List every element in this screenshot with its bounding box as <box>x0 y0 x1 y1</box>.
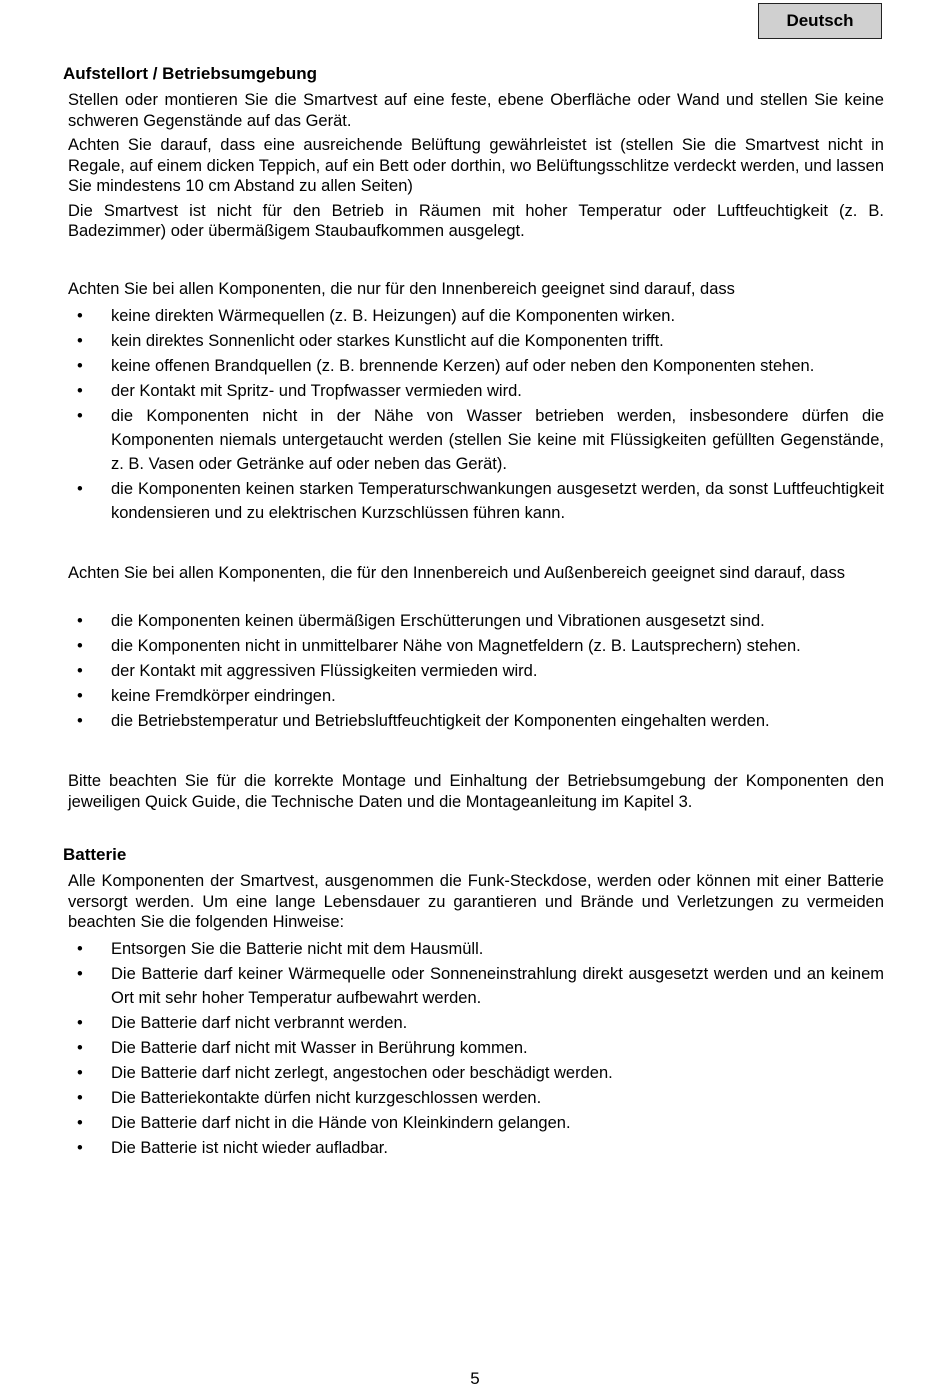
section1-paragraphs <box>68 90 884 246</box>
list-item: • keine offenen Brandquellen (z. B. brennende Kerzen) auf oder neben den Komponenten stehen. <box>68 354 884 378</box>
page-number: 5 <box>470 1369 480 1388</box>
list-item: • der Kontakt mit aggressiven Flüssigkeiten vermieden wird. <box>68 659 884 683</box>
bullet-icon: • <box>77 307 83 325</box>
bullet-icon: • <box>77 1114 83 1132</box>
list-item: • der Kontakt mit Spritz- und Tropfwasser vermieden wird. <box>68 379 884 403</box>
paragraph: Achten Sie darauf, dass eine ausreichende Belüftung gewährleistet ist (stellen Sie die Smartvest nicht in Regale, auf einem dicken Teppich, auf ein Bett oder dorthin, wo Belüftungsschlitze verdeckt werden, und lassen Sie mindestens 10 cm Abstand zu allen Seiten) <box>68 136 884 195</box>
bullet-icon: • <box>77 1064 83 1082</box>
list-item: • Die Batterie darf nicht zerlegt, angestochen oder beschädigt werden. <box>68 1061 884 1085</box>
list-item: • Die Batterie darf nicht in die Hände von Kleinkindern gelangen. <box>68 1111 884 1135</box>
bullet-icon: • <box>77 480 83 498</box>
bullet-icon: • <box>77 382 83 400</box>
bullet-icon: • <box>77 612 83 630</box>
list-item: • die Komponenten keinen übermäßigen Erschütterungen und Vibrationen ausgesetzt sind. <box>68 609 884 633</box>
bullet-icon: • <box>77 357 83 375</box>
section-heading-aufstellort: Aufstellort / Betriebsumgebung <box>63 64 318 83</box>
list-item: • die Komponenten nicht in der Nähe von Wasser betrieben werden, insbesondere dürfen die Komponenten niemals untergetaucht werden (stellen Sie keine mit Flüssigkeiten gefüllten Gegenstände, z. B. Vasen oder Getränke auf oder neben das Gerät). <box>68 404 884 476</box>
bullet-icon: • <box>77 687 83 705</box>
indoor-intro: Achten Sie bei allen Komponenten, die nur für den Innenbereich geeignet sind darauf, dass <box>68 280 735 298</box>
bullet-icon: • <box>77 637 83 655</box>
bullet-icon: • <box>77 407 83 425</box>
list-item: • Die Batterie darf nicht mit Wasser in Berührung kommen. <box>68 1036 884 1060</box>
bullet-icon: • <box>77 712 83 730</box>
outdoor-intro: Achten Sie bei allen Komponenten, die für den Innenbereich und Außenbereich geeignet sind darauf, dass <box>68 564 845 582</box>
bullet-icon: • <box>77 662 83 680</box>
list-item: • die Betriebstemperatur und Betriebsluftfeuchtigkeit der Komponenten eingehalten werden. <box>68 709 884 733</box>
battery-intro: Alle Komponenten der Smartvest, ausgenommen die Funk-Steckdose, werden oder können mit einer Batterie versorgt werden. Um eine lange Lebensdauer zu garantieren und Brände und Verletzungen zu vermeiden beachten Sie die folgenden Hinweise: <box>68 872 884 931</box>
bullet-icon: • <box>77 1139 83 1157</box>
bullet-icon: • <box>77 940 83 958</box>
list-item: • Die Batterie darf keiner Wärmequelle oder Sonneneinstrahlung direkt ausgesetzt werden und an keinem Ort mit sehr hoher Temperatur aufbewahrt werden. <box>68 962 884 1010</box>
bullet-icon: • <box>77 1039 83 1057</box>
list-item: • keine direkten Wärmequellen (z. B. Heizungen) auf die Komponenten wirken. <box>68 304 884 328</box>
indoor-list <box>68 304 884 526</box>
list-item: • keine Fremdkörper eindringen. <box>68 684 884 708</box>
montage-note: Bitte beachten Sie für die korrekte Montage und Einhaltung der Betriebsumgebung der Komponenten den jeweiligen Quick Guide, die Technische Daten und die Montageanleitung im Kapitel 3. <box>68 772 884 811</box>
bullet-icon: • <box>77 965 83 983</box>
outdoor-list <box>68 609 884 734</box>
list-item: • Entsorgen Sie die Batterie nicht mit dem Hausmüll. <box>68 937 884 961</box>
bullet-icon: • <box>77 1014 83 1032</box>
list-item: • Die Batteriekontakte dürfen nicht kurzgeschlossen werden. <box>68 1086 884 1110</box>
paragraph: Stellen oder montieren Sie die Smartvest auf eine feste, ebene Oberfläche oder Wand und stellen Sie keine schweren Gegenstände auf das Gerät. <box>68 91 884 130</box>
language-badge: Deutsch <box>758 3 882 39</box>
battery-list <box>68 937 884 1161</box>
bullet-icon: • <box>77 1089 83 1107</box>
list-item: • Die Batterie darf nicht verbrannt werden. <box>68 1011 884 1035</box>
list-item: • Die Batterie ist nicht wieder aufladbar. <box>68 1136 884 1160</box>
paragraph: Die Smartvest ist nicht für den Betrieb in Räumen mit hoher Temperatur oder Luftfeuchtigkeit (z. B. Badezimmer) oder übermäßigem Staubaufkommen ausgelegt. <box>68 201 884 240</box>
list-item: • die Komponenten keinen starken Temperaturschwankungen ausgesetzt werden, da sonst Luftfeuchtigkeit kondensieren und zu elektrischen Kurzschlüssen führen kann. <box>68 477 884 525</box>
list-item: • kein direktes Sonnenlicht oder starkes Kunstlicht auf die Komponenten trifft. <box>68 329 884 353</box>
bullet-icon: • <box>77 332 83 350</box>
section-heading-batterie: Batterie <box>63 845 127 864</box>
list-item: • die Komponenten nicht in unmittelbarer Nähe von Magnetfeldern (z. B. Lautsprechern) stehen. <box>68 634 884 658</box>
